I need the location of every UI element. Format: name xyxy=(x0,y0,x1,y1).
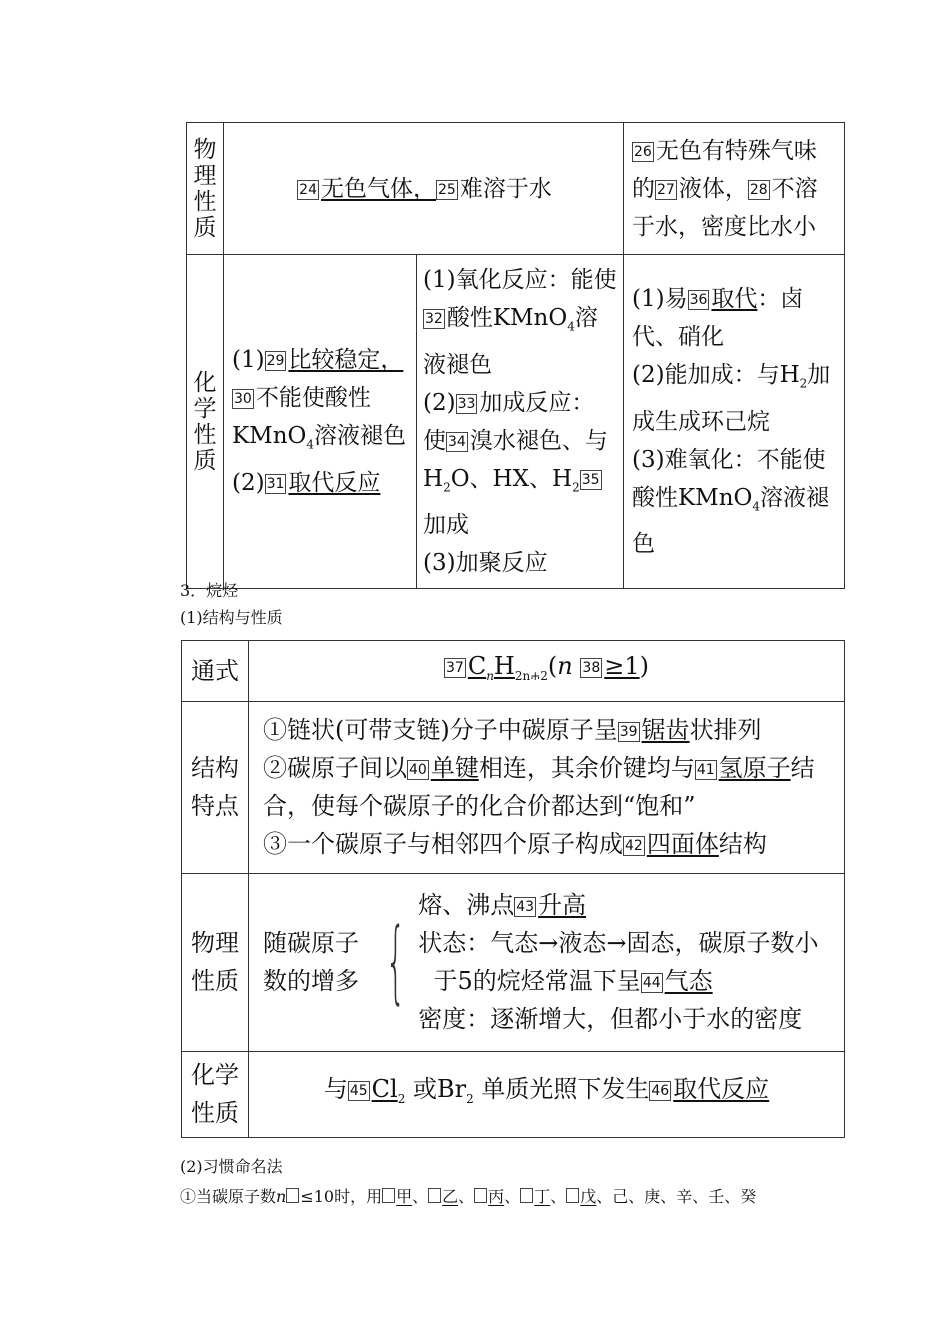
physical-properties-cell: 随碳原子数的增多 { 熔、沸点 43 升高 状态：气态→液态→固态，碳原子数小 于5的烷烃常温下呈 44 气态 密度：逐渐增大，但都小于水的密度 xyxy=(249,873,845,1051)
chemical-properties-cell: 与 45 $Cl_2$ 或$Br_2$ 单质光照下发生 46 取代反应 xyxy=(249,1051,845,1137)
section-title: 3．烷烃 xyxy=(180,581,239,600)
blank-number: 24 xyxy=(299,181,317,198)
brace-symbol: { xyxy=(385,909,406,1015)
subsection-title-naming: (2)习惯命名法 xyxy=(180,1157,283,1176)
row-header-chemical: 化学性质 xyxy=(187,255,224,589)
benzene-physical-cell: 26 无色有特殊气味的 27 液体， 28 不溶于水，密度比水小 xyxy=(624,123,845,255)
general-formula-cell: 37 $C_nH_{2n+2}(n$ 38 ≥1) xyxy=(249,641,845,702)
alkane-table xyxy=(181,640,845,1138)
alkane-chemical-cell: (1) 29 比较稳定，30 不能使酸性KMnO$_4$溶液褪色 (2) 31 取代反应 xyxy=(224,255,417,589)
row-header-chemical-alkane: 化学性质 xyxy=(182,1051,249,1137)
structure-cell: ①链状(可带支链)分子中碳原子呈 39 锯齿状排列 ②碳原子间以 40 单键相连，其余价键均与 41 氢原子结合，使每个碳原子的化合价都达到“饱和” ③一个碳原子与相邻四个原子构成 42 四面体结构 xyxy=(249,701,845,873)
alkene-chemical-cell: (1)氧化反应：能使 32 酸性KMnO$_4$溶液褪色 (2) 33 加成反应： 使 34 溴水褪色、与$H_2O$、HX、$H_2$ 35加成 (3)加聚反应 xyxy=(417,255,624,589)
naming-rule-line: ①当碳原子数n ≤10时，用 甲、 乙、 丙、 丁、 戊、己、庚、辛、壬、癸 xyxy=(180,1187,757,1206)
row-header-structure: 结构特点 xyxy=(182,701,249,873)
subsection-title: (1)结构与性质 xyxy=(180,608,283,627)
hydrocarbon-comparison-table xyxy=(186,122,845,589)
benzene-chemical-cell: (1)易 36 取代：卤代、硝化 (2)能加成：与$H_2$加成生成环己烷 (3)难氧化：不能使酸性KMnO$_4$溶液褪色 xyxy=(624,255,845,589)
alkene-alkyne-physical-cell: 24 无色气体， 25 难溶于水 xyxy=(224,123,624,255)
row-header-physical-alkane: 物理性质 xyxy=(182,873,249,1051)
row-header-formula: 通式 xyxy=(182,641,249,702)
row-header-physical: 物理性质 xyxy=(187,123,224,255)
